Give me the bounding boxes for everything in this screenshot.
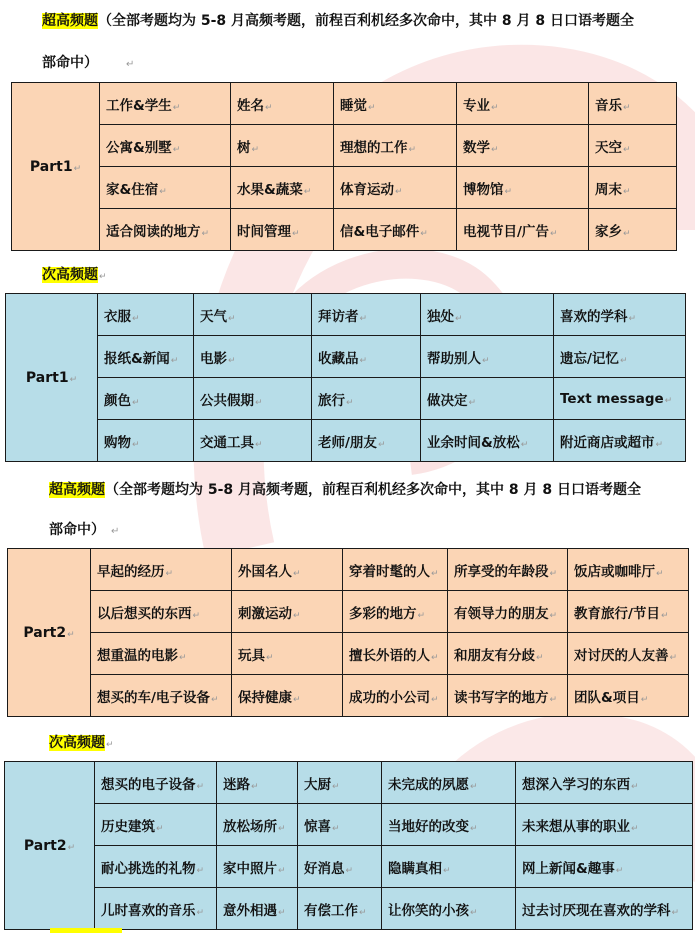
section1-heading <box>42 10 634 30</box>
topic-cell: 家中照片↵ <box>217 846 298 888</box>
section3-note-line2: 部命中） ↵ <box>49 522 120 538</box>
topic-cell: 帮助别人↵ <box>421 336 554 378</box>
section3-highlight: 超高频题 <box>49 482 105 498</box>
topic-cell: 大厨↵ <box>298 762 382 804</box>
topic-cell: 穿着时髦的人↵ <box>343 549 448 591</box>
topic-cell: 所享受的年龄段↵ <box>448 549 568 591</box>
topic-cell: 购物↵ <box>98 420 194 462</box>
topic-cell: 水果&蔬菜↵ <box>231 167 334 209</box>
topic-cell: 饭店或咖啡厅↵ <box>568 549 689 591</box>
topic-cell: 收藏品↵ <box>312 336 421 378</box>
section4-heading: 次高频题↵ <box>49 735 114 751</box>
topic-cell: 树↵ <box>231 125 334 167</box>
topic-cell: 报纸&新闻↵ <box>98 336 194 378</box>
topic-cell: 适合阅读的地方↵ <box>100 209 231 251</box>
topic-cell: 拜访者↵ <box>312 294 421 336</box>
topic-cell: 刺激运动↵ <box>232 591 343 633</box>
topic-cell: 衣服↵ <box>98 294 194 336</box>
topic-cell: 放松场所↵ <box>217 804 298 846</box>
topic-cell: 独处↵ <box>421 294 554 336</box>
topic-cell: 以后想买的东西↵ <box>91 591 232 633</box>
topic-cell: 未来想从事的职业↵ <box>516 804 693 846</box>
topic-cell: 老师/朋友↵ <box>312 420 421 462</box>
part-label: Part1↵ <box>12 83 100 251</box>
topic-cell: 想重温的电影↵ <box>91 633 232 675</box>
topic-cell: 家&住宿↵ <box>100 167 231 209</box>
topic-cell: 专业↵ <box>457 83 589 125</box>
topic-cell: 交通工具↵ <box>194 420 312 462</box>
topic-cell: 家乡↵ <box>589 209 677 251</box>
topic-cell: 网上新闻&趣事↵ <box>516 846 693 888</box>
topic-cell: 信&电子邮件↵ <box>334 209 457 251</box>
topic-cell: 早起的经历↵ <box>91 549 232 591</box>
section2-heading: 次高频题↵ <box>42 267 107 283</box>
topic-cell: 博物馆↵ <box>457 167 589 209</box>
topic-cell: 电视节目/广告↵ <box>457 209 589 251</box>
topic-cell: 保持健康↵ <box>232 675 343 717</box>
topic-cell: 天气↵ <box>194 294 312 336</box>
topic-cell: 想深入学习的东西↵ <box>516 762 693 804</box>
topic-cell: 有领导力的朋友↵ <box>448 591 568 633</box>
part-label: Part2↵ <box>8 549 91 717</box>
topic-cell: 有偿工作↵ <box>298 888 382 930</box>
section1-note: （全部考题均为 5-8 月高频考题，前程百利机经多次命中，其中 8 月 8 日口语考题全 <box>98 13 635 29</box>
topic-cell: 迷路↵ <box>217 762 298 804</box>
topic-cell: 意外相遇↵ <box>217 888 298 930</box>
topic-cell: 未完成的夙愿↵ <box>382 762 516 804</box>
topic-cell: 历史建筑↵ <box>95 804 217 846</box>
section2-highlight: 次高频题 <box>42 267 98 283</box>
topic-cell: 成功的小公司↵ <box>343 675 448 717</box>
section3-note: （全部考题均为 5-8 月高频考题，前程百利机经多次命中，其中 8 月 8 日口语考题全 <box>105 482 642 498</box>
topic-cell: 天空↵ <box>589 125 677 167</box>
topic-cell: 遗忘/记忆↵ <box>554 336 686 378</box>
topic-cell: 做决定↵ <box>421 378 554 420</box>
topic-cell: 时间管理↵ <box>231 209 334 251</box>
paragraph-mark-icon: ↵ <box>111 526 120 537</box>
topic-cell: 公共假期↵ <box>194 378 312 420</box>
topic-cell: 想买的电子设备↵ <box>95 762 217 804</box>
topic-cell: 擅长外语的人↵ <box>343 633 448 675</box>
topic-cell: 和朋友有分歧↵ <box>448 633 568 675</box>
topic-cell: 公寓&别墅↵ <box>100 125 231 167</box>
topic-cell: 当地好的改变↵ <box>382 804 516 846</box>
topic-cell: 好消息↵ <box>298 846 382 888</box>
topic-cell: 团队&项目↵ <box>568 675 689 717</box>
topic-cell: 业余时间&放松↵ <box>421 420 554 462</box>
section1-highlight: 超高频题 <box>42 13 98 29</box>
section3-heading <box>49 479 641 499</box>
topic-cell: 数学↵ <box>457 125 589 167</box>
topic-cell: 让你笑的小孩↵ <box>382 888 516 930</box>
topic-cell: 理想的工作↵ <box>334 125 457 167</box>
topic-cell: 喜欢的学科↵ <box>554 294 686 336</box>
topic-cell: 对讨厌的人友善↵ <box>568 633 689 675</box>
topic-cell: 颜色↵ <box>98 378 194 420</box>
topic-cell: 睡觉↵ <box>334 83 457 125</box>
topic-cell: 附近商店或超市↵ <box>554 420 686 462</box>
topic-cell: Text message↵ <box>554 378 686 420</box>
topic-cell: 工作&学生↵ <box>100 83 231 125</box>
topic-cell: 玩具↵ <box>232 633 343 675</box>
topic-cell: 想买的车/电子设备↵ <box>91 675 232 717</box>
part1-secondary-frequency-table <box>5 293 686 462</box>
topic-cell: 电影↵ <box>194 336 312 378</box>
topic-cell: 周末↵ <box>589 167 677 209</box>
part2-secondary-frequency-table <box>4 761 693 930</box>
topic-cell: 音乐↵ <box>589 83 677 125</box>
topic-cell: 过去讨厌现在喜欢的学科↵ <box>516 888 693 930</box>
topic-cell: 教育旅行/节目↵ <box>568 591 689 633</box>
next-heading-highlight <box>50 928 122 933</box>
section4-highlight: 次高频题 <box>49 735 105 751</box>
topic-cell: 多彩的地方↵ <box>343 591 448 633</box>
topic-cell: 儿时喜欢的音乐↵ <box>95 888 217 930</box>
paragraph-mark-icon: ↵ <box>126 59 135 70</box>
topic-cell: 隐瞒真相↵ <box>382 846 516 888</box>
topic-cell: 姓名↵ <box>231 83 334 125</box>
topic-cell: 旅行↵ <box>312 378 421 420</box>
topic-cell: 读书写字的地方↵ <box>448 675 568 717</box>
topic-cell: 耐心挑选的礼物↵ <box>95 846 217 888</box>
topic-cell: 体育运动↵ <box>334 167 457 209</box>
part-label: Part1↵ <box>6 294 98 462</box>
topic-cell: 惊喜↵ <box>298 804 382 846</box>
section1-note-line2: 部命中） ↵ <box>42 55 135 71</box>
part2-high-frequency-table <box>7 548 689 717</box>
part-label: Part2↵ <box>5 762 95 930</box>
topic-cell: 外国名人↵ <box>232 549 343 591</box>
part1-high-frequency-table <box>11 82 677 251</box>
